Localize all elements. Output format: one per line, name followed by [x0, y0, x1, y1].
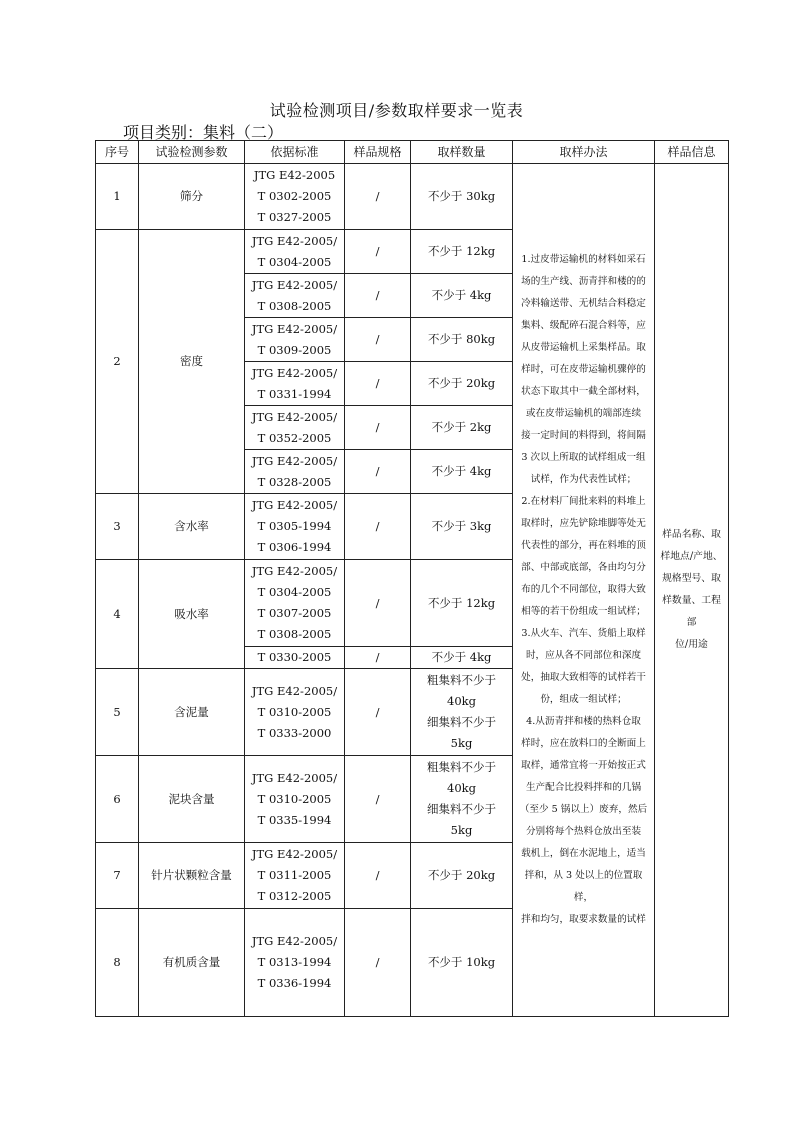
- row-quantity: 不少于 2kg: [411, 406, 513, 450]
- row-standard: JTG E42-2005/ T 0310-2005 T 0333-2000: [245, 669, 345, 756]
- row-spec: /: [345, 560, 411, 647]
- row-no: 3: [96, 494, 139, 560]
- row-spec: /: [345, 756, 411, 843]
- table-row: [96, 164, 729, 230]
- row-quantity: 不少于 4kg: [411, 274, 513, 318]
- row-spec: /: [345, 164, 411, 230]
- row-no: 5: [96, 669, 139, 756]
- row-quantity: 不少于 12kg: [411, 560, 513, 647]
- row-standard: JTG E42-2005/ T 0311-2005 T 0312-2005: [245, 843, 345, 909]
- row-param: 泥块含量: [139, 756, 245, 843]
- row-standard: T 0330-2005: [245, 647, 345, 669]
- row-spec: /: [345, 647, 411, 669]
- row-spec: /: [345, 318, 411, 362]
- row-standard: JTG E42-2005/ T 0305-1994 T 0306-1994: [245, 494, 345, 560]
- row-param: 吸水率: [139, 560, 245, 669]
- sampling-method: 1.过皮带运输机的材料如采石 场的生产线、沥青拌和楼的的 冷料输送带、无机结合料稳定 集料、级配碎石混合料等，应 从皮带运输机上采集样品。取 样时，可在皮带运输机骤停的 状态下取其中一截全部材料， 或在皮带运输机的端部连续 接一定时间的料得到，将间隔 3 次以上所取的试样组成一组 试样，作为代表性试样； 2.在材料厂间批来料的料堆上 取样时，应先铲除堆脚等处无 代表性的部分，再在料堆的顶 部、中部或底部，各由均匀分 布的几个不同部位，取得大致 相等的若干份组成一组试样； 3.从火车、汽车、货船上取样 时，应从各不同部位和深度 处，抽取大致相等的试样若干 份，组成一组试样； 4.从沥青拌和楼的热料仓取 样时，应在放料口的全断面上 取样，通常宜将一开始按正式 生产配合比投料拌和的几锅 （至少 5 锅以上）废弃，然后 分别将每个热料仓放出至装 载机上，倒在水泥地上，适当 拌和，从 3 处以上的位置取样， 拌和均匀，取要求数量的试样: [513, 164, 655, 1017]
- row-standard: JTG E42-2005/ T 0331-1994: [245, 362, 345, 406]
- row-param: 有机质含量: [139, 909, 245, 1017]
- header-spec: 样品规格: [345, 141, 411, 164]
- header-row: [96, 141, 729, 164]
- row-quantity: 不少于 4kg: [411, 450, 513, 494]
- header-param: 试验检测参数: [139, 141, 245, 164]
- header-no: 序号: [96, 141, 139, 164]
- row-standard: JTG E42-2005 T 0302-2005 T 0327-2005: [245, 164, 345, 230]
- row-no: 8: [96, 909, 139, 1017]
- header-quantity: 取样数量: [411, 141, 513, 164]
- sample-info: 样品名称、取 样地点/产地、 规格型号、取 样数量、工程 部 位/用途: [655, 164, 729, 1017]
- row-standard: JTG E42-2005/ T 0328-2005: [245, 450, 345, 494]
- row-no: 7: [96, 843, 139, 909]
- row-quantity: 粗集料不少于 40kg 细集料不少于 5kg: [411, 669, 513, 756]
- row-spec: /: [345, 230, 411, 274]
- row-no: 1: [96, 164, 139, 230]
- row-standard: JTG E42-2005/ T 0310-2005 T 0335-1994: [245, 756, 345, 843]
- row-standard: JTG E42-2005/ T 0309-2005: [245, 318, 345, 362]
- row-quantity: 不少于 12kg: [411, 230, 513, 274]
- row-quantity: 不少于 4kg: [411, 647, 513, 669]
- row-standard: JTG E42-2005/ T 0304-2005 T 0307-2005 T 0308-2005: [245, 560, 345, 647]
- row-spec: /: [345, 450, 411, 494]
- row-quantity: 粗集料不少于 40kg 细集料不少于 5kg: [411, 756, 513, 843]
- row-no: 2: [96, 230, 139, 494]
- header-standard: 依据标准: [245, 141, 345, 164]
- row-spec: /: [345, 909, 411, 1017]
- row-spec: /: [345, 274, 411, 318]
- row-no: 6: [96, 756, 139, 843]
- row-param: 密度: [139, 230, 245, 494]
- row-quantity: 不少于 3kg: [411, 494, 513, 560]
- row-quantity: 不少于 80kg: [411, 318, 513, 362]
- row-param: 筛分: [139, 164, 245, 230]
- row-standard: JTG E42-2005/ T 0304-2005: [245, 230, 345, 274]
- row-spec: /: [345, 843, 411, 909]
- row-spec: /: [345, 494, 411, 560]
- row-standard: JTG E42-2005/ T 0308-2005: [245, 274, 345, 318]
- sampling-table: [95, 140, 729, 1017]
- row-standard: JTG E42-2005/ T 0352-2005: [245, 406, 345, 450]
- row-param: 含泥量: [139, 669, 245, 756]
- document-title: 试验检测项目/参数取样要求一览表: [269, 101, 524, 120]
- row-quantity: 不少于 20kg: [411, 362, 513, 406]
- row-quantity: 不少于 30kg: [411, 164, 513, 230]
- row-no: 4: [96, 560, 139, 669]
- row-standard: JTG E42-2005/ T 0313-1994 T 0336-1994: [245, 909, 345, 1017]
- header-method: 取样办法: [513, 141, 655, 164]
- row-spec: /: [345, 669, 411, 756]
- row-quantity: 不少于 10kg: [411, 909, 513, 1017]
- row-quantity: 不少于 20kg: [411, 843, 513, 909]
- row-param: 含水率: [139, 494, 245, 560]
- row-spec: /: [345, 362, 411, 406]
- header-info: 样品信息: [655, 141, 729, 164]
- row-param: 针片状颗粒含量: [139, 843, 245, 909]
- project-category: 项目类别：集料（二）: [123, 123, 284, 142]
- row-spec: /: [345, 406, 411, 450]
